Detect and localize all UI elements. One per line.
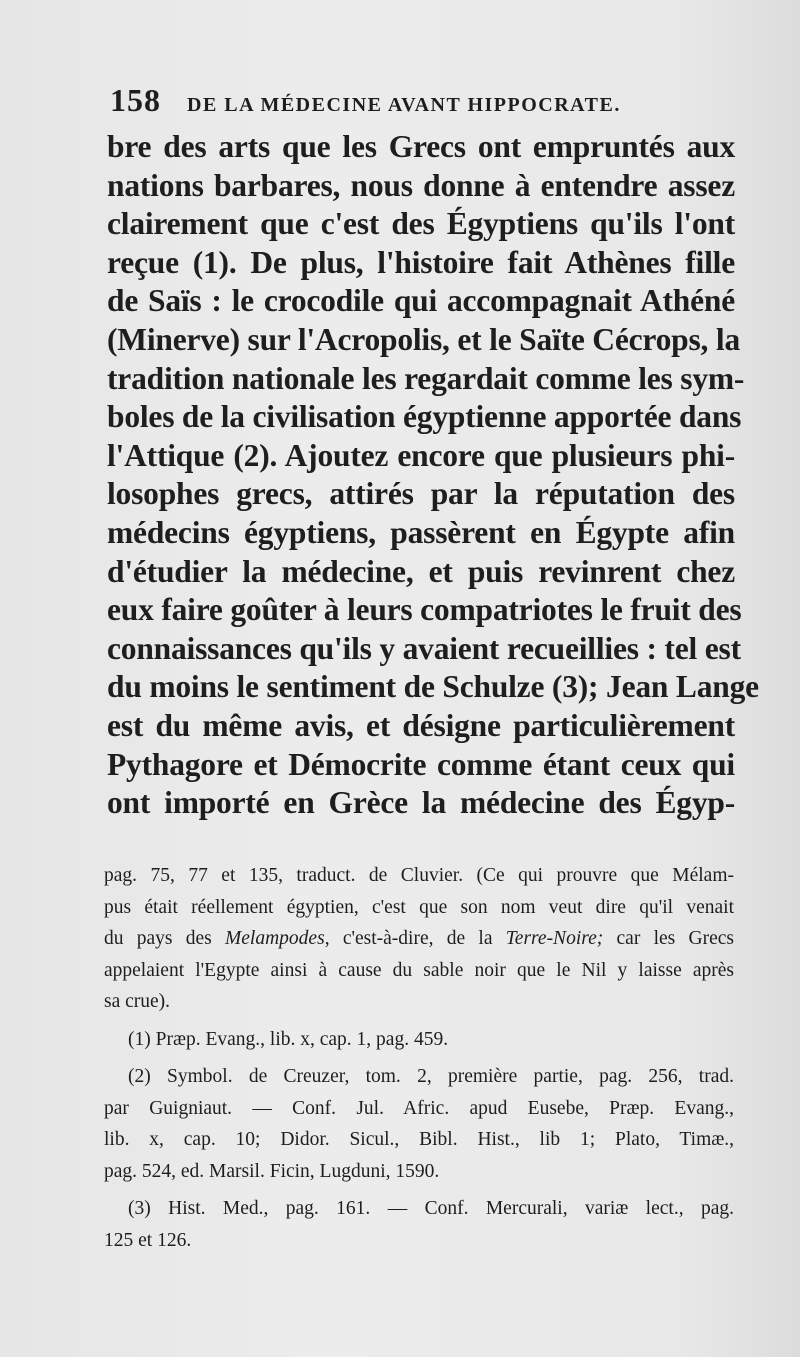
body-line: est du même avis, et désigne particulièrement [107,707,735,743]
body-line: eux faire goûter à leurs compatriotes le fruit des [107,592,742,628]
body-line: d'étudier la médecine, et puis revinrent chez [107,553,735,589]
footnote-line: (2) Symbol. de Creuzer, tom. 2, première partie, pag. 256, trad. [128,1066,734,1087]
body-line: (Minerve) sur l'Acropolis, et le Saïte Cécrops, la [107,321,741,357]
footnote-text: du pays des [104,928,226,949]
footnote-line: pus était réellement égyptien, c'est que son nom veut dire qu'il venait [104,896,734,918]
body-line: connaissances qu'ils y avaient recueillies : tel est [107,630,741,666]
footnote-line: sa crue). [104,991,171,1012]
body-line: ont importé en Grèce la médecine des Égyp- [107,785,735,821]
footnote-2 [104,1061,734,1187]
footnote-line: (1) Præp. Evang., lib. x, cap. 1, pag. 459. [128,1028,449,1050]
footnotes [104,860,734,1256]
body-line: losophes grecs, attirés par la réputation des [107,476,735,512]
footnote-line: (3) Hist. Med., pag. 161. — Conf. Mercurali, variæ lect., pag. [128,1198,734,1219]
footnote-line: pag. 524, ed. Marsil. Ficin, Lugduni, 1590. [104,1160,440,1182]
footnote-line: 125 et 126. [104,1229,192,1251]
footnote-line: pag. 75, 77 et 135, traduct. de Cluvier. (Ce qui prouvre que Mélam- [104,865,734,886]
running-title: DE LA MÉDECINE AVANT HIPPOCRATE. [187,94,621,116]
body-line: de Saïs : le crocodile qui accompagnait Athéné [107,283,735,319]
body-line: bre des arts que les Grecs ont empruntés aux [107,129,735,164]
body-line: tradition nationale les regardait comme les sym- [107,360,745,396]
footnote-text: car les Grecs [603,928,734,949]
body-line: reçue (1). De plus, l'histoire fait Athènes fille [107,244,735,280]
body-line: médecins égyptiens, passèrent en Égypte afin [107,514,735,550]
footnote-3 [104,1193,734,1256]
footnote-line: par Guigniaut. — Conf. Jul. Afric. apud Eusebe, Præp. Evang., [104,1097,734,1119]
body-line: l'Attique (2). Ajoutez encore que plusieurs phi- [107,437,735,473]
footnote-italic: Melampodes [225,928,325,949]
body-line: Pythagore et Démocrite comme étant ceux qui [107,746,735,782]
body-line: boles de la civilisation égyptienne apportée dans [107,399,742,435]
footnote-1 [104,1024,734,1056]
footnote-text: , c'est-à-dire, de la [324,928,506,949]
body-line: clairement que c'est des Égyptiens qu'ils l'ont [107,206,735,242]
page-header [110,82,650,119]
body-line: nations barbares, nous donne à entendre assez [107,167,735,203]
body-line: du moins le sentiment de Schulze (3); Jean Lange [107,669,759,705]
page-number: 158 [110,82,161,118]
body-text [107,128,759,823]
footnote-italic: Terre-Noire; [505,928,604,949]
footnote-line [104,923,734,955]
footnote-continuation [104,860,734,1018]
footnote-line: lib. x, cap. 10; Didor. Sicul., Bibl. Hist., lib 1; Plato, Timæ., [104,1129,734,1150]
footnote-line: appelaient l'Egypte ainsi à cause du sable noir que le Nil y laisse après [104,959,734,981]
